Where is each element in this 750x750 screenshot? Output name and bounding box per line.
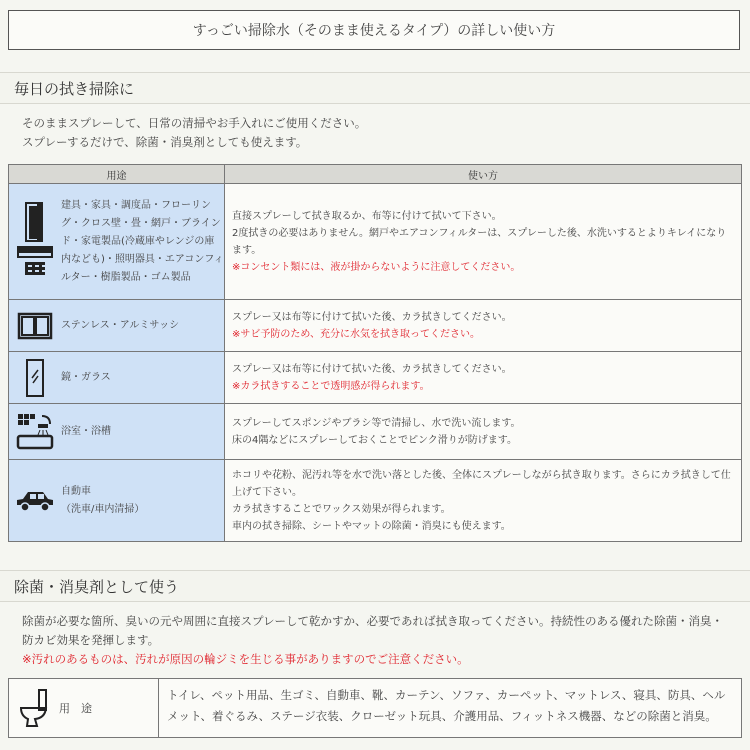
how-text: 直接スプレーして拭き取るか、布等に付けて拭いて下さい。 <box>232 210 502 222</box>
section1-intro <box>22 114 366 152</box>
page-title <box>8 10 740 50</box>
use-label: 建具・家具・調度品・フローリング・クロス壁・畳・網戸・ブラインド・家電製品(冷蔵庫やレンジの庫内なども)・照明器具・エアコンフィルター・樹脂製品・ゴム製品 <box>61 199 224 283</box>
how-text: ホコリや花粉、泥汚れ等を水で洗い落とした後、全体にスプレーしながら拭き取ります。さらにカラ拭きして仕上げて下さい。 <box>232 469 731 498</box>
section-heading-text: 除菌・消臭剤として使う <box>14 578 180 596</box>
use-label: 浴室・浴槽 <box>61 425 111 437</box>
usage-box-label: 用 途 <box>59 702 92 715</box>
usage-box <box>8 678 742 738</box>
warning-note: ※カラ拭きすることで透明感が得られます。 <box>232 380 430 392</box>
use-cell <box>9 300 225 352</box>
intro-line-1: そのままスプレーして、日常の清掃やお手入れにご使用ください。 <box>22 116 367 130</box>
how-cell <box>225 352 742 404</box>
table-row <box>9 352 742 404</box>
section-heading-daily-wipe <box>0 72 750 104</box>
warning-note: ※サビ予防のため、充分に水気を拭き取ってください。 <box>232 328 480 340</box>
how-text: カラ拭きすることでワックス効果が得られます。 <box>232 503 451 515</box>
how-text: スプレー又は布等に付けて拭いた後、カラ拭きしてください。 <box>232 363 512 375</box>
header-use: 用途 <box>9 165 225 184</box>
table-header-row <box>9 165 742 184</box>
use-label-line: 自動車 <box>61 485 91 497</box>
how-text: 車内の拭き掃除、シートやマットの除菌・消臭にも使えます。 <box>232 520 511 532</box>
section2-body-text: 除菌が必要な箇所、臭いの元や周囲に直接スプレーして乾かすか、必要であれば拭き取ってください。持続性のある優れた除菌・消臭・防カビ効果を発揮します。 <box>22 614 724 647</box>
use-cell <box>9 352 225 404</box>
mirror-icon <box>15 358 55 398</box>
how-cell <box>225 404 742 460</box>
table-row <box>9 460 742 542</box>
page-title-text: すっごい掃除水（そのまま使えるタイプ）の詳しい使い方 <box>192 23 556 39</box>
how-cell <box>225 460 742 542</box>
use-label: ステンレス・アルミサッシ <box>61 319 180 331</box>
section-heading-text: 毎日の拭き掃除に <box>14 80 135 98</box>
door-aircon-icon <box>15 200 55 284</box>
table-row <box>9 404 742 460</box>
window-sash-icon <box>15 312 55 340</box>
use-cell <box>9 404 225 460</box>
table-row <box>9 184 742 300</box>
use-cell <box>9 460 225 542</box>
usage-box-text: トイレ、ペット用品、生ゴミ、自動車、靴、カーテン、ソファ、カーペット、マットレス、寝具、防具、ヘルメット、着ぐるみ、ステージ衣装、クローゼット玩具、介護用品、フィットネス機器、などの除菌と消臭。 <box>167 688 726 723</box>
bathroom-icon <box>15 412 55 452</box>
car-icon <box>15 489 55 513</box>
header-how: 使い方 <box>225 165 742 184</box>
use-label: 鏡・ガラス <box>61 371 111 383</box>
table-row <box>9 300 742 352</box>
how-cell <box>225 300 742 352</box>
section-heading-disinfect <box>0 570 750 602</box>
how-text: 床の4隅などにスプレーしておくことでピンク滑りが防げます。 <box>232 434 517 446</box>
warning-note: ※コンセント類には、液が掛からないように注意してください。 <box>232 261 521 273</box>
section2-body <box>22 612 730 669</box>
how-text: スプレー又は布等に付けて拭いた後、カラ拭きしてください。 <box>232 311 512 323</box>
intro-line-2: スプレーするだけで、除菌・消臭剤としても使えます。 <box>22 135 308 149</box>
how-text: 2度拭きの必要はありません。網戸やエアコンフィルターは、スプレーした後、水洗いするとよりキレイになります。 <box>232 227 727 256</box>
use-label-line: （洗車/車内清掃） <box>61 503 145 515</box>
use-label <box>55 483 144 519</box>
how-text: スプレーしてスポンジやブラシ等で清掃し、水で洗い流します。 <box>232 417 521 429</box>
how-cell <box>225 184 742 300</box>
use-cell <box>9 184 225 300</box>
warning-note: ※汚れのあるものは、汚れが原因の輪ジミを生じる事がありますのでご注意ください。 <box>22 652 469 666</box>
toilet-icon <box>17 688 49 728</box>
usage-table <box>8 164 742 542</box>
usage-box-label-cell <box>9 679 159 737</box>
